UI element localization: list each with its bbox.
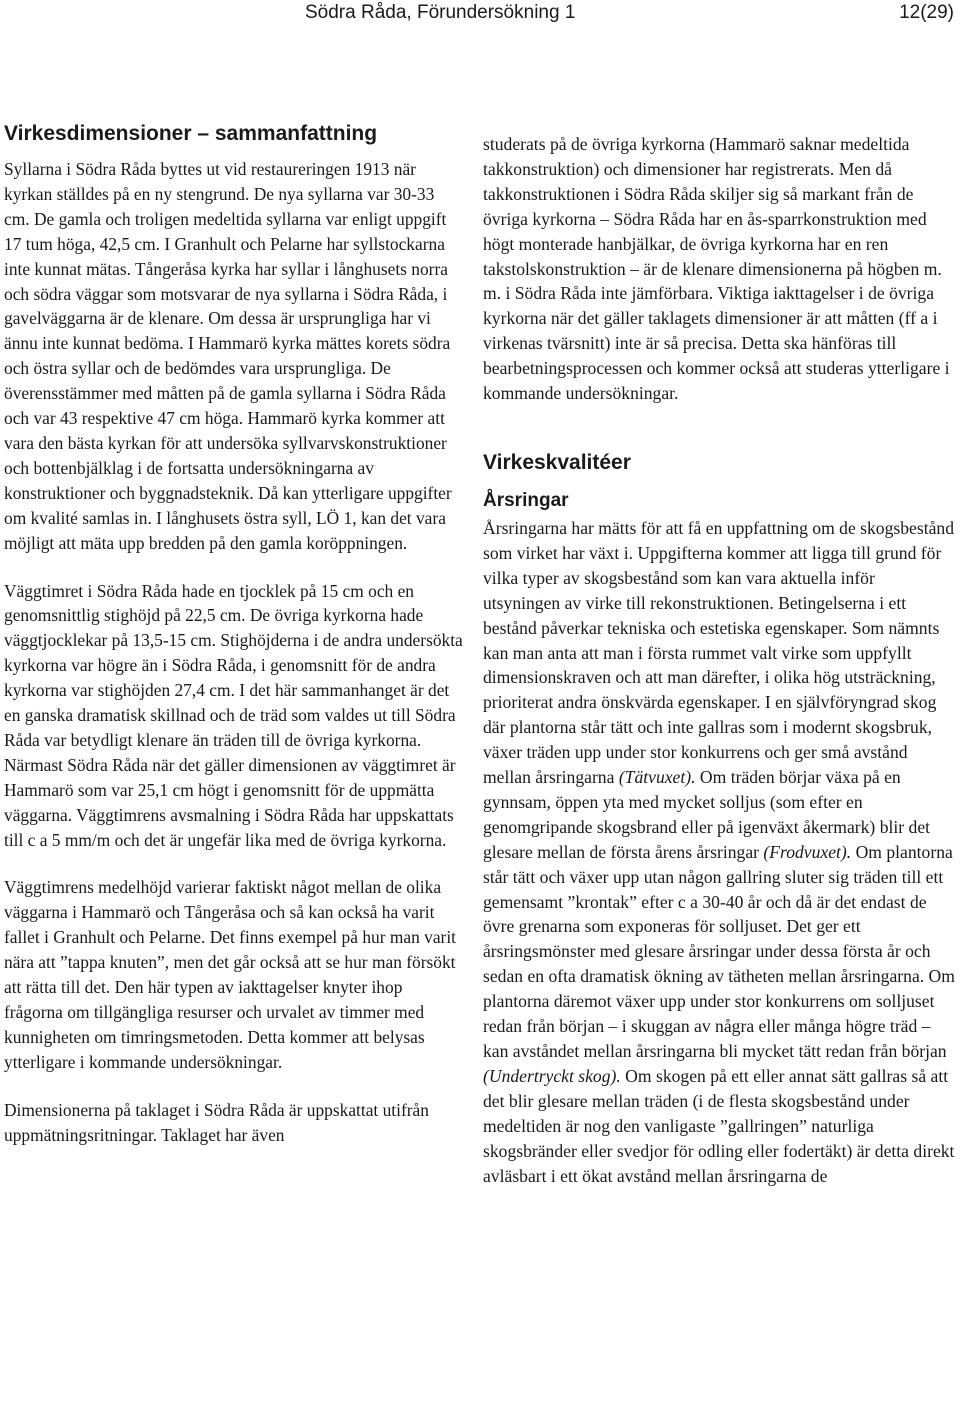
page-number: 12(29) (899, 2, 954, 23)
italic-term: (Frodvuxet). (763, 841, 852, 862)
text-run: Om plantorna står tätt och växer upp utan någon gallring sluter sig träden till ett gemensamt ”krontak” efter c a 30-40 år och då är det endast de övre grenarna som exponeras för solljuset. Det ger ett årsringsmönster med glesare årsringar under dessa första år och sedan en ofta dramatisk ökning av tätheten mellan årsringarna. Om plantorna däremot växer upp under stor konkurrens om solljuset redan från början – i skuggan av några eller många högre träd – kan avståndet mellan årsringarna bli mycket tätt redan från början (483, 841, 955, 1061)
text-run: Om skogen på ett eller annat sätt gallras så att det blir glesare mellan träden (i de flesta skogsbestånd under medeltiden är nog den vanligaste ”gallringen” naturliga skogsbränder eller svedjor för odling eller fodertäkt) är detta direkt avläsbart i ett ökat avstånd mellan årsringarna de (483, 1065, 955, 1186)
right-column (483, 132, 955, 1188)
section-heading-virkesdimensioner: Virkesdimensioner – sammanfattning (4, 122, 378, 145)
text-run: Årsringarna har mätts för att få en uppfattning om de skogsbestånd som virket har växt i. Uppgifterna kommer att ligga till grund för vilka typer av skogsbestånd som kan vara aktuella inför utsyningen av virke till rekonstruktionen. Betingelserna i ett bestånd påverkar tekniska och estetiska egenskaper. Som nämnts kan man anta att man i första rummet valt virke som uppfyllt dimensionskraven och att man därefter, i olika hög utsträckning, prioriterat andra önskvärda egenskaper. I en självföryngrad skog där plantorna står tätt och inte gallras som i modernt skogsbruk, växer träden upp under stor konkurrens och ger små avstånd mellan årsringarna (483, 517, 954, 788)
paragraph: Väggtimret i Södra Råda hade en tjocklek på 15 cm och en genomsnittlig stighöjd på 22,5 cm. De övriga kyrkorna hade väggtjocklekar på 13,5-15 cm. Stighöjderna i de andra undersökta kyrkorna var högre än i Södra Råda, i genomsnitt för de andra kyrkorna var stighöjden 27,4 cm. I det här sammanhanget är det en ganska dramatisk skillnad och de träd som valdes ut till Södra Råda var betydligt klenare än träden till de övriga kyrkorna. Närmast Södra Råda när det gäller dimensionen av väggtimret är Hammarö som var 25,1 cm högt i genomsnitt för de uppmätta väggarna. Väggtimrens avsmalning i Södra Råda har uppskattats till c a 5 mm/m och det är ungefär lika med de övriga kyrkorna. (4, 580, 463, 850)
paragraph: Väggtimrens medelhöjd varierar faktiskt något mellan de olika väggarna i Hammarö och Tångeråsa och så kan också ha varit fallet i Granhult och Pelarne. Det finns exempel på hur man varit nära att ”tappa knuten”, men det går också att se hur man försökt att rätta till det. Den här typen av iakttagelser knyter ihop frågorna om tillgängliga resurser och urvalet av timmer med kunnigheten om timringsmetoden. Detta kommer att belysas ytterligare i kommande undersökningar. (4, 877, 457, 1072)
italic-term: (Undertryckt skog). (483, 1065, 621, 1086)
section-heading-virkeskvaliteer: Virkeskvalitéer (483, 450, 631, 474)
italic-term: (Tätvuxet). (618, 767, 696, 788)
text-run: Om träden börjar växa på en gynnsam, öppen yta med mycket solljus (som efter en genomgripande skogsbrand eller på igenväxt åkermark) blir det glesare mellan de första årens årsringar (483, 767, 931, 862)
left-column (4, 118, 464, 1171)
paragraph-continuation: studerats på de övriga kyrkorna (Hammarö saknar medeltida takkonstruktion) och dimensioner har registrerats. Men då takkonstruktionen i Södra Råda skiljer sig så markant från de övriga kyrkorna – Södra Råda har en ås-sparrkonstruktion med högt monterade hanbjälkar, de övriga kyrkorna har en ren takstolskonstruktion – är de klenare dimensionerna på högben m. m. i Södra Råda inte jämförbara. Viktiga iakttagelser i de övriga kyrkorna när det gäller taklagets dimensioner är att måtten (ff a i virkenas tvärsnitt) inte är så precisa. Detta ska hänföras till bearbetningsprocessen och kommer också att studeras ytterligare i kommande undersökningar. (483, 134, 950, 404)
subsection-heading-arsringar: Årsringar (483, 489, 569, 511)
page-header (0, 0, 960, 40)
paragraph: Dimensionerna på taklaget i Södra Råda är uppskattat utifrån uppmätningsritningar. Taklaget har även (4, 1099, 429, 1145)
paragraph-arsringar (483, 516, 955, 1188)
paragraph: Syllarna i Södra Råda byttes ut vid restaureringen 1913 när kyrkan ställdes på en ny stengrund. De nya syllarna var 30-33 cm. De gamla och troligen medeltida syllarna var enligt uppgift 17 tum höga, 42,5 cm. I Granhult och Pelarne har syllstockarna inte kunnat mätas. Tångeråsa kyrka har syllar i långhusets norra och södra väggar som motsvarar de nya syllarna i Södra Råda, i gavelväggarna är de klenare. Om dessa är ursprungliga har vi ännu inte kunnat bedöma. I Hammarö kyrka mättes korets södra och östra syllar och de bedömdes vara ursprungliga. De överensstämmer med måtten på de gamla syllarna i Södra Råda och var 43 respektive 47 cm höga. Hammarö kyrka kommer att vara den bästa kyrkan för att undersöka syllvarvskonstruktioner och bottenbjälklag i de fortsatta undersökningarna av konstruktioner och byggnadsteknik. Då kan ytterligare uppgifter om kvalité samlas in. I långhusets östra syll, LÖ 1, kan det vara möjligt att mäta upp bredden på den gamla koröppningen. (4, 159, 452, 553)
document-title: Södra Råda, Förundersökning 1 (305, 2, 576, 23)
